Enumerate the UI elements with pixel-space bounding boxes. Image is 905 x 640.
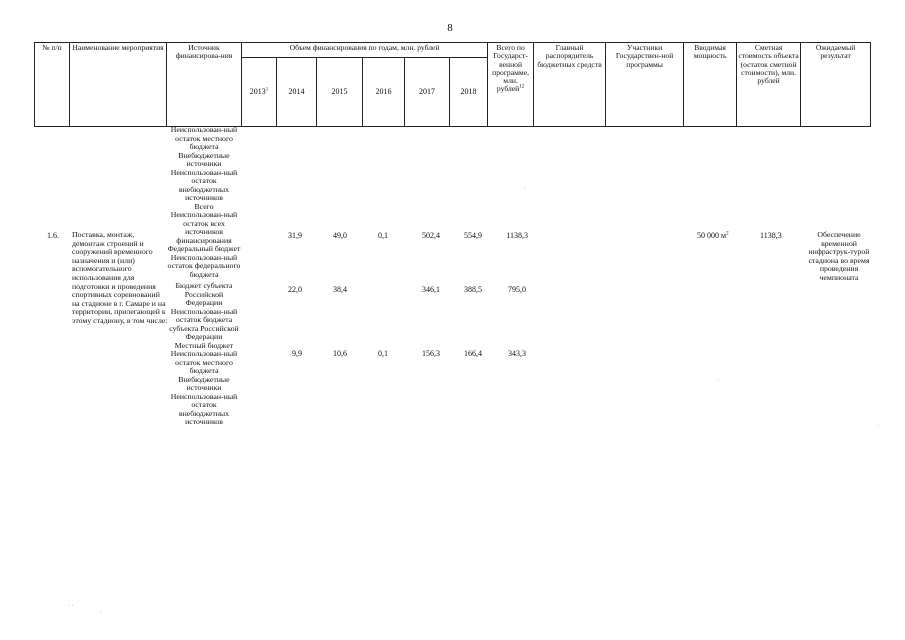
scan-speck: · · (68, 603, 74, 609)
source-item: Бюджет субъекта Российской Федерации (175, 281, 233, 307)
value-regional-2016: 0,1 (378, 349, 388, 358)
header-estimate: Сметная стоимость объекта (остаток сметной стоимости), млн. рублей (737, 43, 801, 127)
source-item: Местный бюджет (174, 340, 234, 350)
estimate-value: 1138,3 (760, 231, 782, 240)
value-federal-2017: 346,1 (422, 285, 440, 294)
header-funding-group: Объем финансирования по годам, млн. рублей (242, 43, 488, 58)
header-participants: Участники Государствен-ной программы (606, 43, 684, 127)
activity-name: Поставка, монтаж, демонтаж строений и сооружений временного назначения и (или) вспомогательного использования для подготовки и проведения спортивных соревнований на стадионе в г. Самаре и на территории, прилегающей к этому стадиону, в том числе: (72, 230, 168, 325)
value-federal-2014: 22,0 (288, 285, 302, 294)
value-regional-2015: 10,6 (333, 349, 347, 358)
value-total-2014: 31,9 (288, 231, 302, 240)
source-item: Неиспользован-ный остаток местного бюджета (170, 125, 238, 151)
value-total-sum: 1138,3 (506, 231, 528, 240)
scan-speck: · (717, 378, 719, 384)
value-total-2016: 0,1 (378, 231, 388, 240)
header-source: Источник финансирова-ния (167, 43, 242, 127)
header-year-2015: 2015 (317, 58, 363, 127)
header-capacity: Вводимая мощность (684, 43, 737, 127)
source-item: Всего (194, 201, 214, 211)
header-year-2018: 2018 (450, 58, 488, 127)
source-item: Внебюджетные источники (178, 374, 230, 392)
value-regional-2014: 9,9 (292, 349, 302, 358)
scan-speck: · (877, 423, 879, 429)
capacity-value: 50 000 $м^2$ (697, 231, 729, 240)
source-item: Неиспользован-ный остаток бюджета субъекта Российской Федерации (169, 306, 239, 341)
header-year-2013: 2013$^1$ (242, 58, 277, 127)
source-item: Федеральный бюджет (167, 244, 241, 253)
header-name: Наименование мероприятия (70, 43, 167, 127)
value-federal-2015: 38,4 (333, 285, 347, 294)
value-federal-sum: 795,0 (508, 285, 526, 294)
row-number: 1.6. (47, 231, 59, 240)
value-total-2018: 554,9 (464, 231, 482, 240)
value-regional-sum: 343,3 (508, 349, 526, 358)
value-federal-2018: 388,5 (464, 285, 482, 294)
header-year-2014: 2014 (277, 58, 317, 127)
source-item: Неиспользован-ный остаток федерального бюджета (167, 252, 241, 279)
header-number: № п/п (35, 43, 70, 127)
source-item: Неиспользован-ный остаток внебюджетных источников (170, 391, 238, 426)
source-item: Внебюджетные источники (178, 150, 230, 168)
header-year-2017: 2017 (405, 58, 450, 127)
header-result: Ожидаемый результат (801, 43, 871, 127)
scan-speck: · (100, 610, 102, 616)
source-column (167, 126, 241, 427)
source-item: Неиспользован-ный остаток всех источников финансирования (170, 210, 238, 245)
source-item: Неиспользован-ный остаток внебюджетных источников (170, 167, 238, 202)
page-number: 8 (447, 22, 453, 34)
source-item: Неиспользован-ный остаток местного бюджета (170, 349, 238, 375)
value-total-2015: 49,0 (333, 231, 347, 240)
value-regional-2018: 166,4 (464, 349, 482, 358)
header-total: Всего по Государст-венной программе, млн. рублей$^{12}$ (488, 43, 534, 127)
value-total-2017: 502,4 (422, 231, 440, 240)
value-regional-2017: 156,3 (422, 349, 440, 358)
header-year-2016: 2016 (363, 58, 405, 127)
scan-speck: · (524, 186, 526, 192)
expected-result: Обеспечение временной инфраструк-турой стадиона во время проведения чемпионата (808, 230, 870, 282)
header-main-manager: Главный распорядитель бюджетных средств (534, 43, 606, 127)
table-header (34, 42, 871, 127)
